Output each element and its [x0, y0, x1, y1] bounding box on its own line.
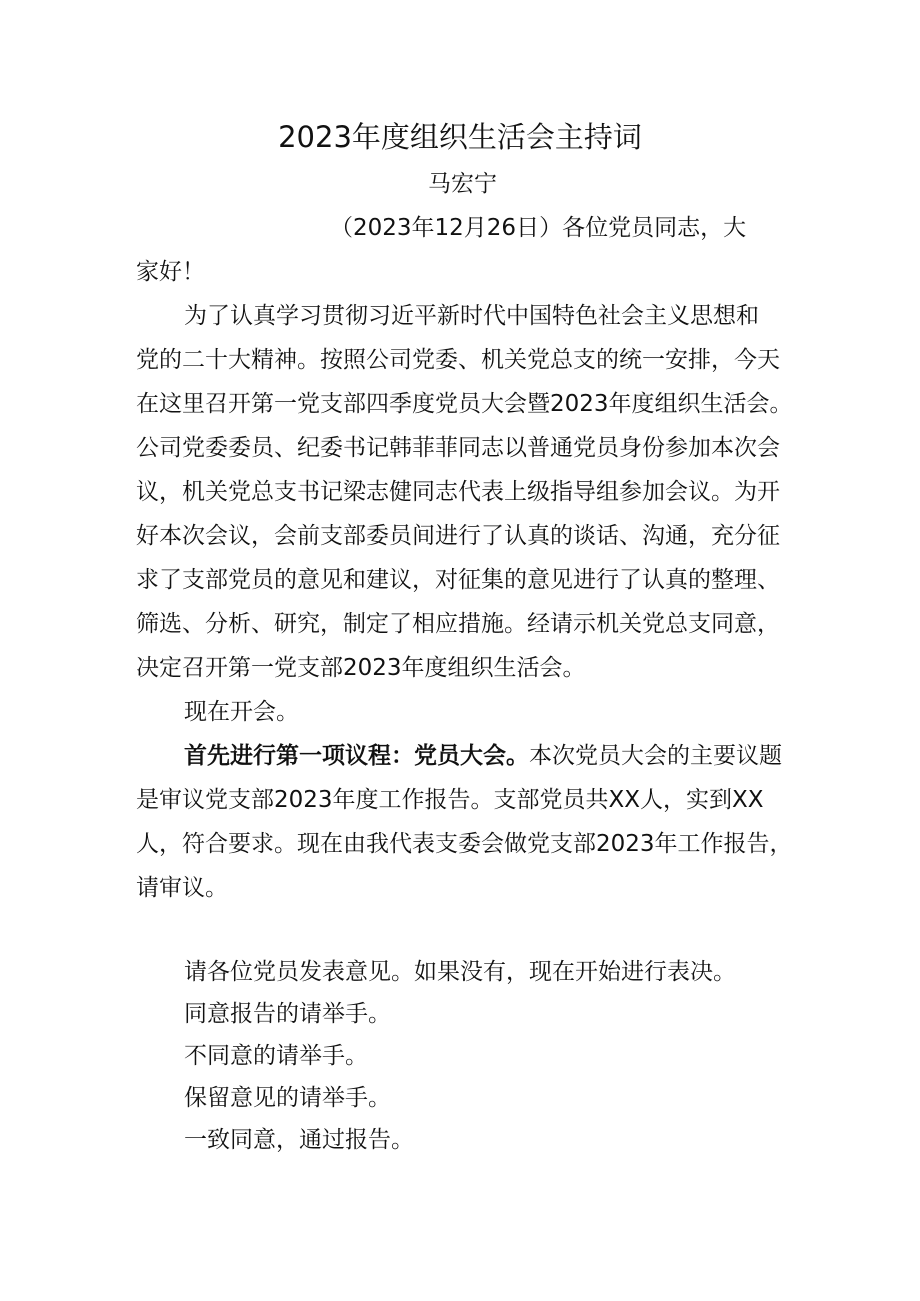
paragraph-line: 人，符合要求。现在由我代表支委会做党支部2023年工作报告， — [136, 831, 793, 857]
paragraph-line: 在这里召开第一党支部四季度党员大会暨2023年度组织生活会。 — [136, 391, 793, 417]
date-and-greeting-line: （2023年12月26日）各位党员同志，大 — [330, 215, 747, 241]
paragraph-line: 筛选、分析、研究，制定了相应措施。经请示机关党总支同意， — [136, 611, 780, 637]
document-title: 2023年度组织生活会主持词 — [278, 120, 642, 154]
paragraph-line: 好本次会议，会前支部委员间进行了认真的谈话、沟通，充分征 — [136, 523, 780, 549]
paragraph-line: 议，机关党总支书记梁志健同志代表上级指导组参加会议。为开 — [136, 479, 780, 505]
paragraph-line: 党的二十大精神。按照公司党委、机关党总支的统一安排，今天 — [136, 347, 780, 373]
agenda-item-heading: 首先进行第一项议程：党员大会。 — [184, 743, 529, 769]
voting-intro-line: 请各位党员发表意见。如果没有，现在开始进行表决。 — [184, 959, 736, 985]
author-name: 马宏宁 — [428, 171, 497, 197]
paragraph-line: 决定召开第一党支部2023年度组织生活会。 — [136, 655, 586, 681]
greeting-line-end: 家好！ — [136, 259, 205, 285]
vote-disagree-line: 不同意的请举手。 — [184, 1043, 368, 1069]
paragraph-line: 请审议。 — [136, 875, 228, 901]
paragraph-line: 求了支部党员的意见和建议，对征集的意见进行了认真的整理、 — [136, 567, 780, 593]
agenda-item-text: 本次党员大会的主要议题 — [529, 743, 782, 769]
paragraph-line: 公司党委委员、纪委书记韩菲菲同志以普通党员身份参加本次会 — [136, 435, 780, 461]
paragraph-line: 是审议党支部2023年度工作报告。支部党员共XX人，实到XX — [136, 787, 764, 813]
agenda-line — [184, 740, 782, 772]
meeting-start-line: 现在开会。 — [184, 699, 299, 725]
paragraph-line: 为了认真学习贯彻习近平新时代中国特色社会主义思想和 — [184, 303, 759, 329]
vote-abstain-line: 保留意见的请举手。 — [184, 1085, 391, 1111]
vote-agree-line: 同意报告的请举手。 — [184, 1001, 391, 1027]
vote-result-line: 一致同意，通过报告。 — [184, 1127, 414, 1153]
